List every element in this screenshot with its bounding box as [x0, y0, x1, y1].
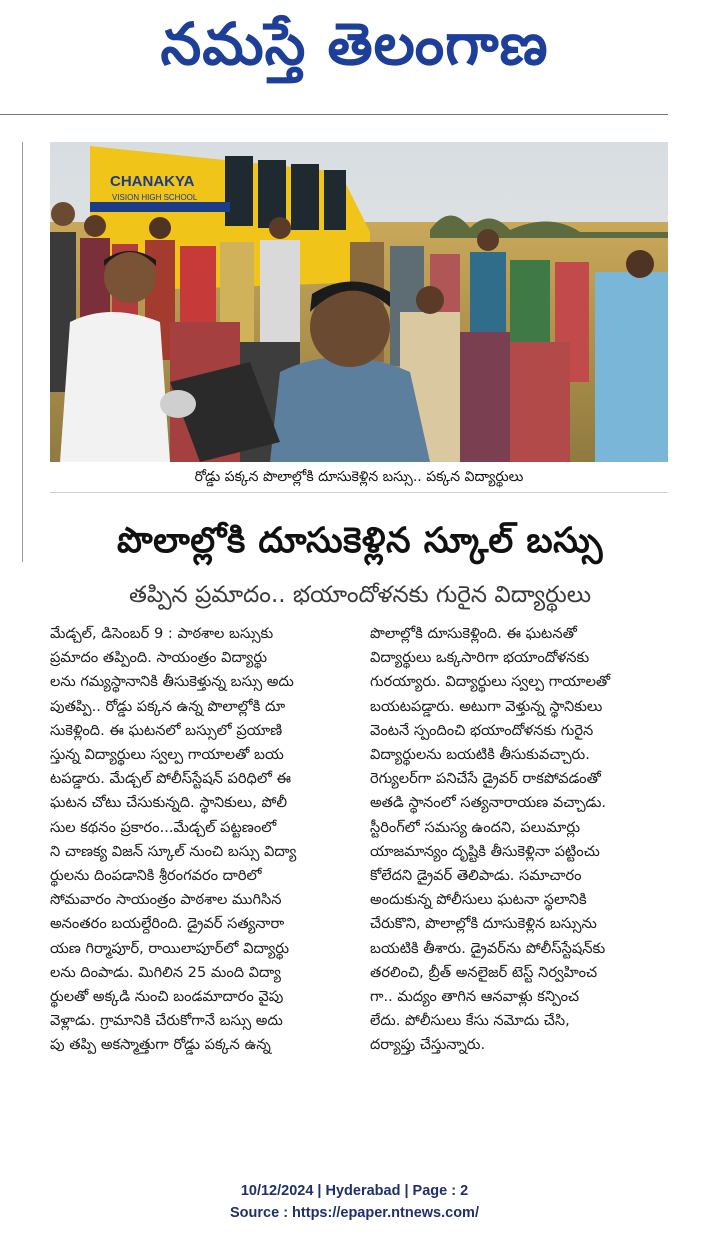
headline: పొలాల్లోకి దూసుకెళ్లిన స్కూల్ బస్సు: [117, 521, 603, 561]
article-line: విద్యార్థులను బయటికి తీసుకువచ్చారు.: [370, 746, 590, 764]
edition-info: 10/12/2024 | Hyderabad | Page : 2: [240, 1183, 469, 1199]
article-line: ఘటన చోటు చేసుకున్నది. స్థానికులు, పోలీ: [50, 794, 288, 812]
header-divider: [0, 114, 668, 115]
article-line: ప్రమాదం తప్పింది. సాయంత్రం విద్యార్థు: [50, 649, 268, 667]
article-line: చేరుకొని, పొలాల్లోకి దూసుకెళ్లిన బస్సును: [370, 915, 597, 933]
article-line: స్తున్న విద్యార్థులు స్వల్ప గాయాలతో బయ: [50, 746, 284, 764]
article-line: తరలించి, బ్రీత్ అనలైజర్ టెస్ట్ నిర్వహించ: [370, 963, 598, 981]
article-line: బయటికి తీశారు. డ్రైవర్‌ను పోలీస్‌స్టేషన్‌కు: [370, 939, 606, 957]
article-line: దర్యాప్తు చేస్తున్నారు.: [370, 1036, 486, 1054]
article-line: ర్థులతో అక్కడి నుంచి బండమాదారం వైపు: [50, 988, 284, 1006]
article-line: సుకెళ్లింది. ఈ ఘటనలో బస్సులో ప్రయాణి: [50, 721, 283, 739]
newspaper-title: నమస్తే తెలంగాణ: [160, 10, 549, 78]
article-line: గురయ్యారు. విద్యార్థులు స్వల్ప గాయాలతో: [370, 673, 611, 691]
article-line: సుల కథనం ప్రకారం...మేడ్చల్ పట్టణంలో: [50, 818, 277, 836]
source-link[interactable]: Source : https://epaper.ntnews.com/: [230, 1205, 479, 1221]
article-line: సోమవారం సాయంత్రం పాఠశాల ముగిసిన: [50, 891, 282, 909]
article-line: అనంతరం బయల్దేరింది. డ్రైవర్ సత్యనారా: [50, 915, 285, 933]
article-line: యణ గిర్మాపూర్, రాయిలాపూర్‌లో విద్యార్థు: [50, 939, 290, 957]
news-photo: [50, 142, 668, 462]
article-line: లను గమ్యస్థానానికి తీసుకెళ్తున్న బస్సు అదు: [50, 673, 294, 691]
article-line: వెంటనే స్పందించి భయాందోళనకు గురైన: [370, 721, 594, 739]
subheadline: తప్పిన ప్రమాదం.. భయాందోళనకు గురైన విద్యార్థులు: [128, 582, 592, 608]
article-line: అందుకున్న పోలీసులు ఘటనా స్థలానికి: [370, 891, 587, 909]
page-footer: [0, 1180, 709, 1224]
article-line: రెగ్యులర్‌గా పనిచేసే డ్రైవర్ రాకపోవడంతో: [370, 770, 601, 788]
article-line: లను దింపాడు. మిగిలిన 25 మంది విద్యా: [50, 963, 281, 981]
article-column-left: [50, 622, 360, 1058]
article-line: స్టీరింగ్‌లో సమస్య ఉందని, పలుమార్లు: [370, 818, 581, 836]
article-line: పొలాల్లోకి దూసుకెళ్లింది. ఈ ఘటనతో: [370, 625, 577, 642]
article-line: అతడి స్థానంలో సత్యనారాయణ వచ్చాడు.: [370, 794, 607, 812]
article-line: విద్యార్థులు ఒక్కసారిగా భయాందోళనకు: [370, 649, 590, 667]
article-line: యాజమాన్యం దృష్టికి తీసుకెళ్లినా పట్టించు: [370, 842, 600, 860]
article-line: గా.. మద్యం తాగిన ఆనవాళ్లు కన్పించ: [370, 988, 580, 1006]
article-line: మేడ్చల్, డిసెంబర్ 9 : పాఠశాల బస్సుకు: [50, 625, 274, 642]
bus-school-subtitle: VISION HIGH SCHOOL: [112, 193, 198, 202]
photo-caption: రోడ్డు పక్కన పొలాల్లోకి దూసుకెళ్లిన బస్సు.. పక్కన విద్యార్థులు: [194, 469, 524, 485]
article-line: టపడ్డారు. మేడ్చల్ పోలీస్‌స్టేషన్ పరిధిలో ఈ: [50, 770, 291, 788]
bus-school-name: CHANAKYA: [110, 173, 195, 190]
article-line: ర్థులను దింపడానికి శ్రీరంగవరం దారిలో: [50, 867, 262, 885]
photo-caption-box: [50, 462, 668, 493]
article-line: కోలేదని డ్రైవర్ తెలిపాడు. సమాచారం: [370, 867, 582, 885]
article-line: లేదు. పోలీసులు కేసు నమోదు చేసి,: [370, 1012, 570, 1030]
article-line: వెళ్లాడు. గ్రామానికి చేరుకోగానే బస్సు అదు: [50, 1012, 283, 1030]
article-line: ని చాణక్య విజన్ స్కూల్ నుంచి బస్సు విద్యా: [50, 842, 297, 860]
article-line: పుతప్పి.. రోడ్డు పక్కన ఉన్న పొలాల్లోకి దూ: [50, 697, 286, 715]
article-column-right: [370, 622, 680, 1058]
article-line: పు తప్పి అకస్మాత్తుగా రోడ్డు పక్కన ఉన్న: [50, 1036, 271, 1054]
masthead: [0, 0, 709, 100]
column-rule: [22, 142, 23, 562]
article-line: బయటపడ్డారు. అటుగా వెళ్తున్న స్థానికులు: [370, 697, 603, 715]
